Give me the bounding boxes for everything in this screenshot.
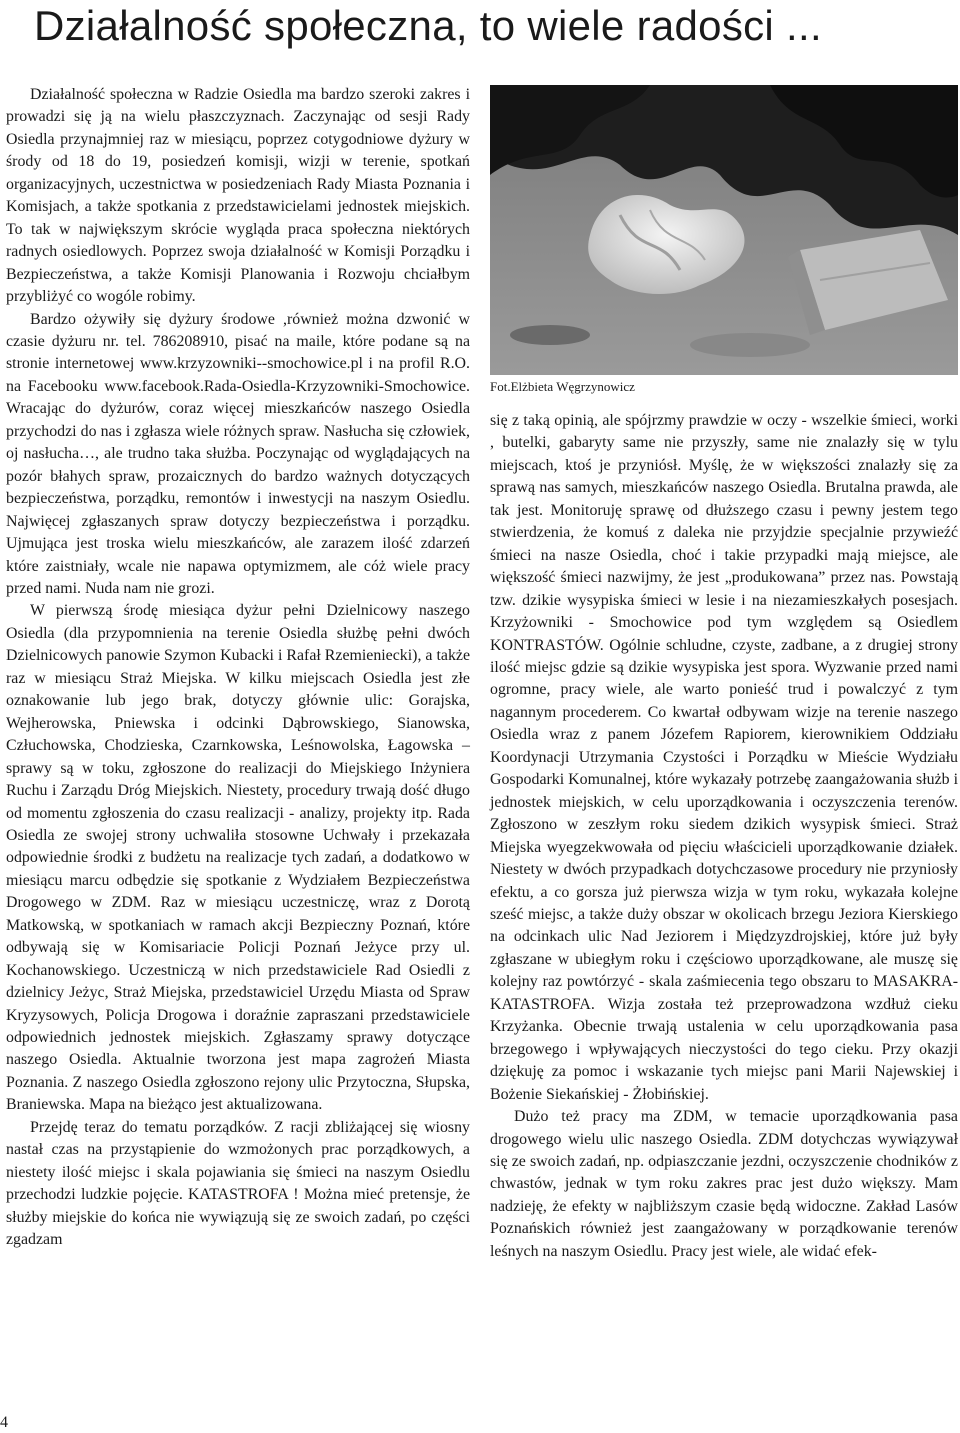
page-number: 4 — [0, 1414, 8, 1431]
left-column — [6, 84, 470, 1252]
right-column — [490, 410, 958, 1263]
paragraph: Dużo też pracy ma ZDM, w temacie uporządkowania pasa drogowego wielu ulic naszego Osiedla. ZDM dotychczas wywiązywał się ze swoich zadań, np. odpiaszczanie jezdni, oczyszczenie chodników z chwastów, jednak w tym roku zakres prac jest dużo większy. Mam nadzieję, że efekty w najbliższym czasie będą widoczne. Zakład Lasów Poznańskich również jest zaangażowany w porządkowanie terenów leśnych na naszym Osiedlu. Pracy jest wiele, ale widać efek- — [490, 1108, 958, 1260]
photo-credit: Fot.Elżbieta Węgrzynowicz — [490, 379, 635, 394]
paragraph: W pierwszą środę miesiąca dyżur pełni Dzielnicowy naszego Osiedla (dla przypomnienia na terenie Osiedla służbę pełni dwóch Dzielnicowych panowie Szymon Kubacki i Rafał Rzemieniecki), a także raz w miesiącu Straż Miejska. W kilku miejscach Osiedla jest złe oznakowanie lub jego brak, dotyczy głównie ulic: Gorajska, Wejherowska, Pniewska i odcinki Dąbrowskiego, Sianowska, Człuchowska, Chodzieska, Czarnkowska, Leśnowolska, Łagowska – sprawy są w toku, zgłoszone do realizacji do Miejskiego Inżyniera Ruchu i Zarządu Dróg Miejskich. Niestety, procedury trwają dość długo od momentu zgłoszenia do czasu realizacji - analizy, projekty itp. Rada Osiedla ze swojej strony uchwaliła stosowne Uchwały i przekazała odpowiednie środki z budżetu na realizacje tych zadań, a dodatkowo w miesiącu marcu odbędzie się spotkanie z Wydziałem Bezpieczeństwa Drogowego w ZDM. Raz w miesiącu uczestniczę, wraz z Dorotą Matkowską, w spotkaniach w ramach akcji Bezpieczny Poznań, które odbywają się w Komisariacie Policji Poznań Jeżyce przy ul. Kochanowskiego. Uczestniczą w nich przedstawiciele Rad Osiedli z dzielnicy Jeżyc, Straż Miejska, przedstawiciel Urzędu Miasta od Spraw Kryzysowych, Policja Drogowa i doraźnie zapraszani przedstawiciele odpowiednich jednostek miejskich. Zgłaszamy sprawy dotyczące naszego Osiedla. Aktualnie tworzona jest mapa zagrożeń Miasta Poznania. Z naszego Osiedla zgłoszono rejony ulic Przytoczna, Słupska, Braniewska. Mapa na bieżąco jest aktualizowana. — [6, 602, 470, 1114]
photo-illegal-dump — [490, 85, 958, 375]
paragraph: Bardzo ożywiły się dyżury środowe ,również można dzwonić w czasie dyżuru nr. tel. 786208910, pisać na maile, które podane są na stronie internetowej www.krzyzowniki--smochowice.pl i na profil R.O. na Facebooku www.facebook.Rada-Osiedla-Krzyzowniki-Smochowice. Wracając do dyżurów, coraz więcej mieszkańców naszego Osiedla przychodzi do nas i zgłasza wiele różnych spraw. Nasłucha się człowiek, oj nasłucha…, ale trudno taka służba. Poczynając od wyglądających na pozór błahych spraw, prozaicznych do bardzo ważnych dotyczących bezpieczeństwa, porządku, remontów i inwestycji na naszym Osiedlu. Najwięcej zgłaszanych spraw dotyczy bezpieczeństwa i porządku. Ujmująca jest troska wielu mieszkańców, ale zarazem ilość zdarzeń które zaistniały, wcale nie napawa optymizmem, ale cóż wiele pracy przed nami. Nuda nam nie grozi. — [6, 310, 470, 597]
article-title: Działalność społeczna, to wiele radości ... — [34, 2, 822, 49]
paragraph: Działalność społeczna w Radzie Osiedla ma bardzo szeroki zakres i prowadzi się ją na wielu płaszczyznach. Zaczynając od sesji Rady Osiedla przynajmniej raz w miesiącu, poprzez cotygodniowe dyżury w środy od 18 do 19, posiedzeń komisji, wizji w terenie, spotkań organizacyjnych, uczestnictwa w posiedzeniach Rady Miasta Poznania i Komisjach, a także spotkania z przedstawicielami jednostek miejskich. To tak w największym skrócie wygląda praca społeczna niektórych radnych osiedlowych. Poprzez swoja działalność w Komisji Porządku i Bezpieczeństwa, a także Komisji Planowania i Rozwoju chciałbym przybliżyć co wogóle robimy. — [6, 86, 470, 306]
paragraph: Przejdę teraz do tematu porządków. Z racji zbliżającej się wiosny nastał czas na przystąpienie do wzmożonych prac porządkowych, a niestety ilość miejsc i skala pojawiania się śmieci na naszym Osiedlu przechodzi ludzkie pojęcie. KATASTROFA ! Można mieć pretensje, że służby miejskie do końca nie wywiązują się ze swoich zadań, po części zgadzam — [6, 1118, 470, 1249]
paragraph: się z taką opinią, ale spójrzmy prawdzie w oczy - wszelkie śmieci, worki , butelki, gabaryty same nie przyszły, same nie znalazły się w tylu miejscach, ktoś je przyniósł. Myślę, że w większości znalazły się za sprawą nas samych, mieszkańców naszego Osiedla. Brutalna prawda, ale tak jest. Monitoruję sprawę od dłuższego czasu i pewny jestem tego stwierdzenia, że komuś z daleka nie przyjdzie specjalnie przywieźć śmieci na nasze Osiedla, choć i takie przypadki mają miejsce, ale większość śmieci nazwijmy, że jest „produkowana” przez nas. Powstają tzw. dzikie wysypiska śmieci w lesie i na niezamieszkałych posesjach. Krzyżowniki - Smochowice pod tym względem są Osiedlem KONTRASTÓW. Ogólnie schludne, czyste, zadbane, a z drugiej strony ilość miejsc gdzie są dzikie wysypiska jest spora. Wyzwanie przed nami ogromne, pracy wiele, ale warto ponieść trud i powalczyć z tym nagannym procederem. Co kwartał odbywam wizje na terenie naszego Osiedla wraz z panem Józefem Rapiorem, kierownikiem Oddziału Koordynacji Utrzymania Czystości i Porządku w Mieście Wydziału Gospodarki Komunalnej, które wykazały potrzebę zaangażowania służb i jednostek miejskich, w celu uporządkowania i oczyszczenia terenów. Zgłoszono w zeszłym roku siedem dzikich wysypisk śmieci. Straż Miejska wyegzekwowała od pięciu właścicieli uporządkowanie działek. Niestety w dwóch przypadkach dotychczasowe procedury nie przyniosły efektu, a co gorsza już pierwsza wizja w tym roku, wykazała kolejne sześć miejsc, a także duży obszar w okolicach brzegu Jeziora Kierskiego na odcinkach ulic Nad Jeziorem i Międzyzdrojskiej, które już były zgłaszane w ubiegłym roku i częściowo uporządkowane, ale muszę się kolejny raz powtórzyć - skala zaśmiecenia tego obszaru to MASAKRA-KATASTROFA. Wizja została też przeprowadzona wzdłuż cieku Krzyżanka. Obecnie trwają ustalenia w celu uporządkowania pasa brzegowego i wpływających nieczystości do tego cieku. Przy okazji dziękuję za pomoc i wskazanie tych miejsc pani Marii Najewskiej i Bożenie Siekańskiej - Żłobińskiej. — [490, 412, 958, 1103]
